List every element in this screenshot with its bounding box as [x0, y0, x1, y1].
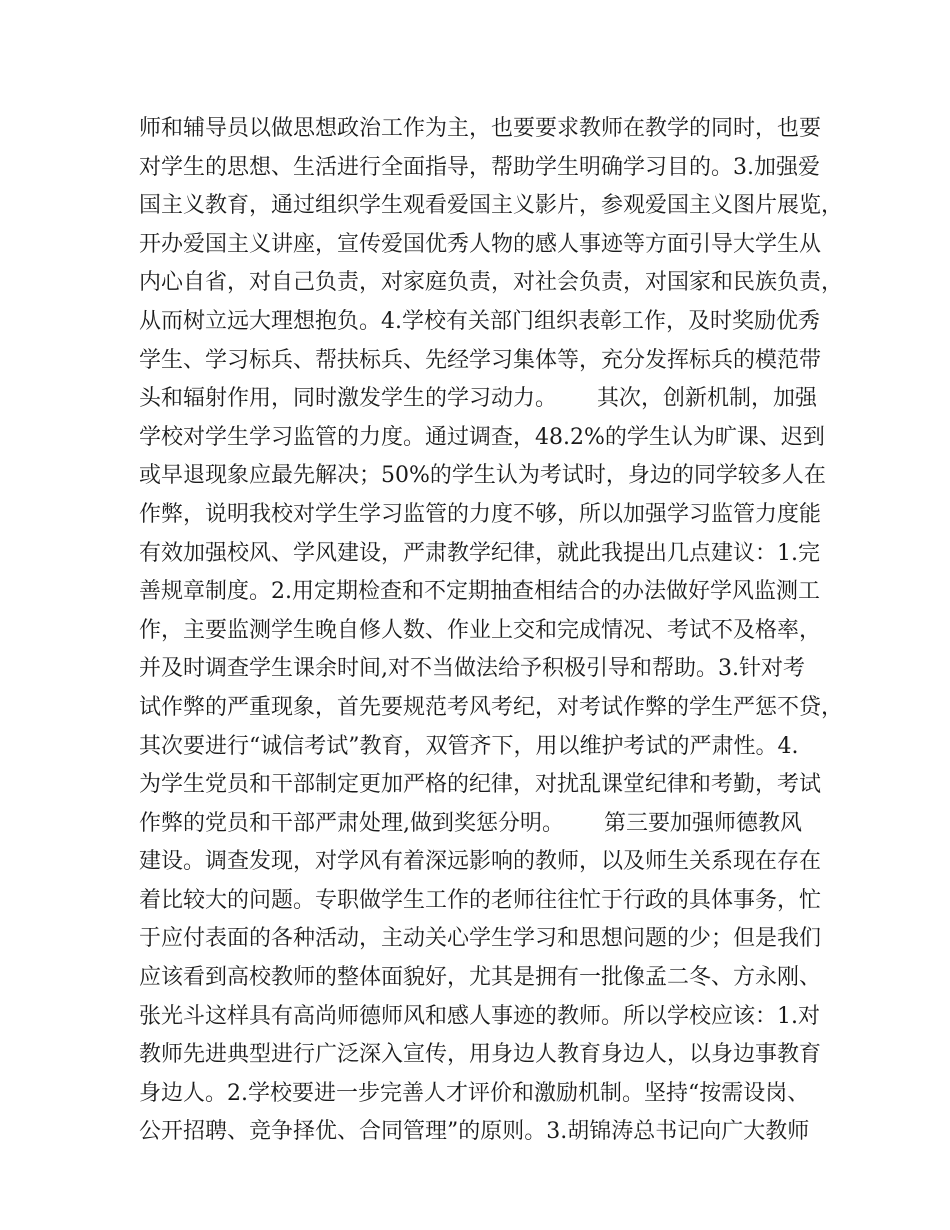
- text-line: 着比较大的问题。专职做学生工作的老师往往忙于行政的具体事务，忙: [139, 887, 822, 913]
- text-line: 试作弊的严重现象，首先要规范考风考纪，对考试作弊的学生严惩不贷，: [139, 694, 844, 720]
- text-line: 作，主要监测学生晚自修人数、作业上交和完成情况、考试不及格率，: [139, 617, 822, 643]
- text-line: 内心自省，对自己负责，对家庭负责，对社会负责，对国家和民族负责，: [139, 270, 844, 296]
- text-line: 学生、学习标兵、帮扶标兵、先经学习集体等，充分发挥标兵的模范带: [139, 347, 822, 373]
- body-text: [139, 110, 844, 1152]
- text-line: 有效加强校风、学风建设，严肃教学纪律，就此我提出几点建议：1.完: [139, 540, 820, 566]
- text-line: 教师先进典型进行广泛深入宣传，用身边人教育身边人，以身边事教育: [139, 1042, 822, 1068]
- text-line: 国主义教育，通过组织学生观看爱国主义影片，参观爱国主义图片展览，: [139, 193, 844, 219]
- text-line: 公开招聘、竞争择优、合同管理”的原则。3.胡锦涛总书记向广大教师: [139, 1119, 810, 1145]
- text-line: 头和辐射作用，同时激发学生的学习动力。 其次，创新机制，加强: [139, 386, 817, 412]
- text-line: 其次要进行“诚信考试”教育，双管齐下，用以维护考试的严肃性。4.: [139, 733, 799, 759]
- text-line: 开办爱国主义讲座，宣传爱国优秀人物的感人事迹等方面引导大学生从: [139, 231, 822, 257]
- text-line: 从而树立远大理想抱负。4.学校有关部门组织表彰工作，及时奖励优秀: [139, 308, 820, 334]
- text-line: 并及时调查学生课余时间,对不当做法给予积极引导和帮助。3.针对考: [139, 656, 805, 682]
- text-line: 建设。调查发现，对学风有着深远影响的教师，以及师生关系现在存在: [139, 849, 822, 875]
- text-line: 善规章制度。2.用定期检查和不定期抽查相结合的办法做好学风监测工: [139, 579, 820, 605]
- text-line: 于应付表面的各种活动，主动关心学生学习和思想问题的少；但是我们: [139, 926, 822, 952]
- text-line: 或早退现象应最先解决；50%的学生认为考试时，身边的同学较多人在: [139, 463, 826, 489]
- text-line: 张光斗这样具有高尚师德师风和感人事迹的教师。所以学校应该：1.对: [139, 1003, 820, 1029]
- text-line: 作弊，说明我校对学生学习监管的力度不够，所以加强学习监管力度能: [139, 501, 822, 527]
- text-line: 应该看到高校教师的整体面貌好，尤其是拥有一批像孟二冬、方永刚、: [139, 965, 822, 991]
- text-line: 学校对学生学习监管的力度。通过调查，48.2%的学生认为旷课、迟到: [139, 424, 825, 450]
- text-line: 对学生的思想、生活进行全面指导，帮助学生明确学习目的。3.加强爱: [139, 154, 820, 180]
- text-line: 师和辅导员以做思想政治工作为主，也要要求教师在教学的同时，也要: [139, 116, 822, 141]
- text-line: 作弊的党员和干部严肃处理,做到奖惩分明。 第三要加强师德教风: [139, 810, 802, 836]
- text-line: 身边人。2.学校要进一步完善人才评价和激励机制。坚持“按需设岗、: [139, 1080, 810, 1106]
- text-line: 为学生党员和干部制定更加严格的纪律，对扰乱课堂纪律和考勤，考试: [139, 772, 822, 798]
